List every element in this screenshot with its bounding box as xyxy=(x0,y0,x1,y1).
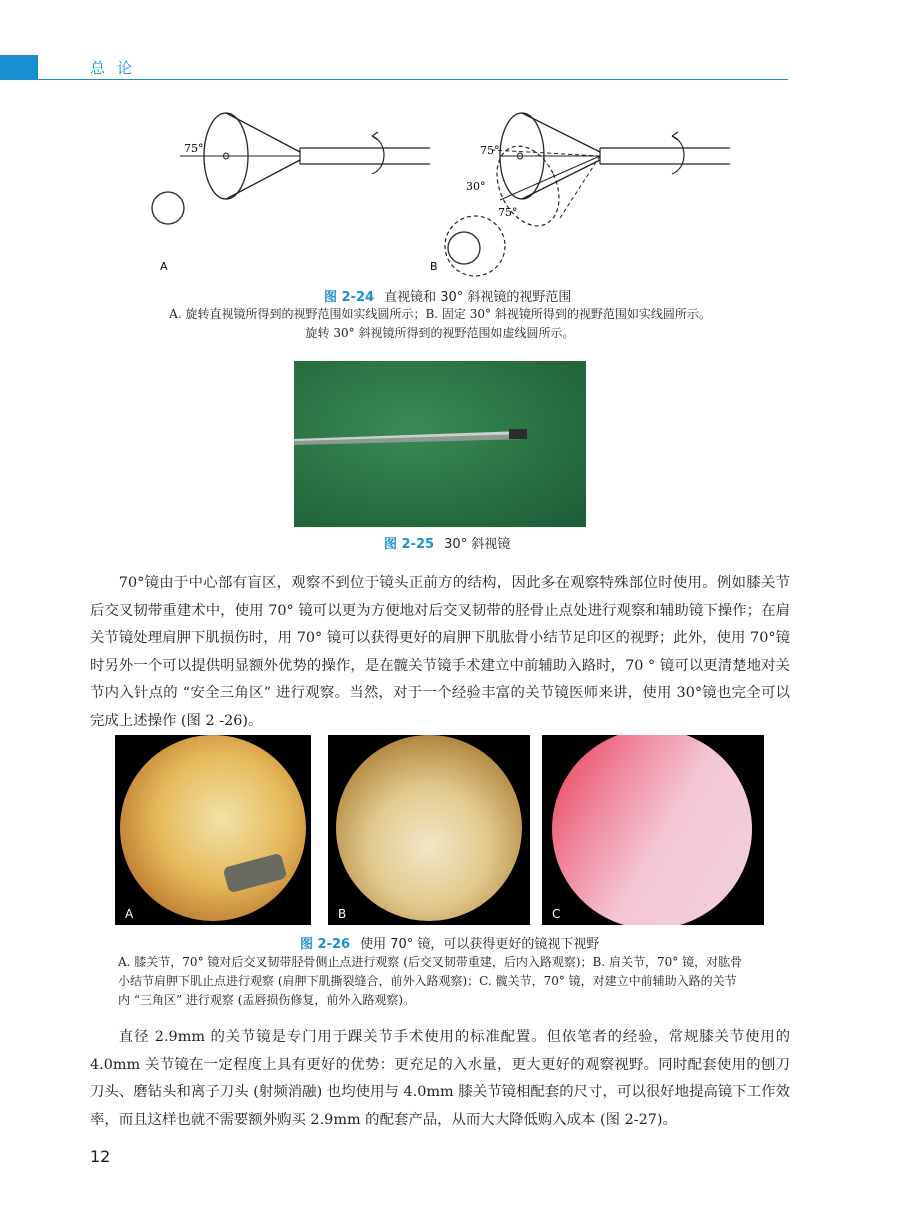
figure-2-24-caption-line: 旋转 30° 斜视镜所得到的视野范围如虚线圆所示。 xyxy=(305,326,575,340)
figure-2-26-caption-body xyxy=(118,953,778,1010)
figure-2-24-number: 图 2-24 xyxy=(324,290,375,305)
figure-2-26-number: 图 2-26 xyxy=(300,937,351,952)
figure-2-25-caption-title xyxy=(384,533,510,552)
running-header-title: 总论 xyxy=(90,59,145,77)
diagram-b-angle-top: 75° xyxy=(480,144,500,157)
figure-2-26-caption-title xyxy=(300,933,599,952)
figure-2-25-photo xyxy=(294,361,586,527)
header-accent-block xyxy=(0,55,38,80)
figure-2-25-number: 图 2-25 xyxy=(384,537,435,552)
diagram-b-panel-letter: B xyxy=(430,260,438,273)
figure-2-26-caption-line: 内 “三角区” 进行观察 (盂唇损伤修复，前外入路观察)。 xyxy=(118,993,416,1007)
diagram-b-angle-bottom: 75° xyxy=(498,206,518,219)
figure-2-26-caption-line: 小结节肩胛下肌止点进行观察 (肩胛下肌撕裂缝合，前外入路观察)；C. 髋关节，70° 镜，对建立中前辅助入路的关节 xyxy=(118,974,737,988)
diagram-a-angle-label: 75° xyxy=(184,142,204,155)
figure-2-26-panel-a xyxy=(115,735,311,925)
figure-2-24-caption-body xyxy=(90,305,790,343)
body-paragraph: 70°镜由于中心部有盲区，观察不到位于镜头正前方的结构，因此多在观察特殊部位时使用。例如膝关节后交叉韧带重建术中，使用 70° 镜可以更为方便地对后交叉韧带的胫骨止点处进行观察和辅助镜下操作；在肩关节镜处理肩胛下肌损伤时，用 70° 镜可以获得更好的肩胛下肌肱骨小结节足印区的视野；此外，使用 70°镜时另外一个可以提供明显额外优势的操作，是在髋关节镜手术建立中前辅助入路时，70 ° 镜可以更清楚地对关节内入针点的 “安全三角区” 进行观察。当然，对于一个经验丰富的关节镜医师来讲，使用 30°镜也完全可以完成上述操作 (图 2 -26)。 xyxy=(90,575,790,729)
diagram-a-panel-letter: A xyxy=(160,260,168,273)
figure-2-24-diagram-a xyxy=(140,100,450,285)
figure-2-26-caption-line: A. 膝关节，70° 镜对后交叉韧带胫骨侧止点进行观察 (后交叉韧带重建，后内入路观察)；B. 肩关节，70° 镜，对肱骨 xyxy=(118,955,743,969)
panel-letter: B xyxy=(338,907,347,921)
figure-2-24-title-text: 直视镜和 30° 斜视镜的视野范围 xyxy=(384,290,572,305)
figure-2-25-title-text: 30° 斜视镜 xyxy=(444,537,511,552)
header-rule xyxy=(38,79,788,80)
panel-letter: A xyxy=(125,907,134,921)
figure-2-24-caption-line: A. 旋转直视镜所得到的视野范围如实线圆所示；B. 固定 30° 斜视镜所得到的视野范围如实线圆所示。 xyxy=(169,307,711,321)
figure-2-24-diagram-b xyxy=(420,100,740,285)
figure-2-24-caption-title xyxy=(324,286,571,305)
figure-2-26-panel-b xyxy=(328,735,530,925)
diagram-b-angle-side: 30° xyxy=(466,180,486,193)
page-number: 12 xyxy=(90,1147,111,1166)
panel-letter: C xyxy=(552,907,561,921)
figure-2-26-panel-c xyxy=(542,735,764,925)
arthroscope-image xyxy=(294,361,586,527)
figure-2-26-title-text: 使用 70° 镜，可以获得更好的镜视下视野 xyxy=(360,937,600,952)
body-paragraph: 直径 2.9mm 的关节镜是专门用于踝关节手术使用的标准配置。但依笔者的经验，常规膝关节使用的 4.0mm 关节镜在一定程度上具有更好的优势：更充足的入水量，更大更好的观察视野。同时配套使用的刨刀刀头、磨钻头和离子刀头 (射频消融) 也均使用与 4.0mm 膝关节镜相配套的尺寸，可以很好地提高镜下工作效率，而且这样也就不需要额外购买 2.9mm 的配套产品，从而大大降低购入成本 (图 2-27)。 xyxy=(90,1029,790,1128)
